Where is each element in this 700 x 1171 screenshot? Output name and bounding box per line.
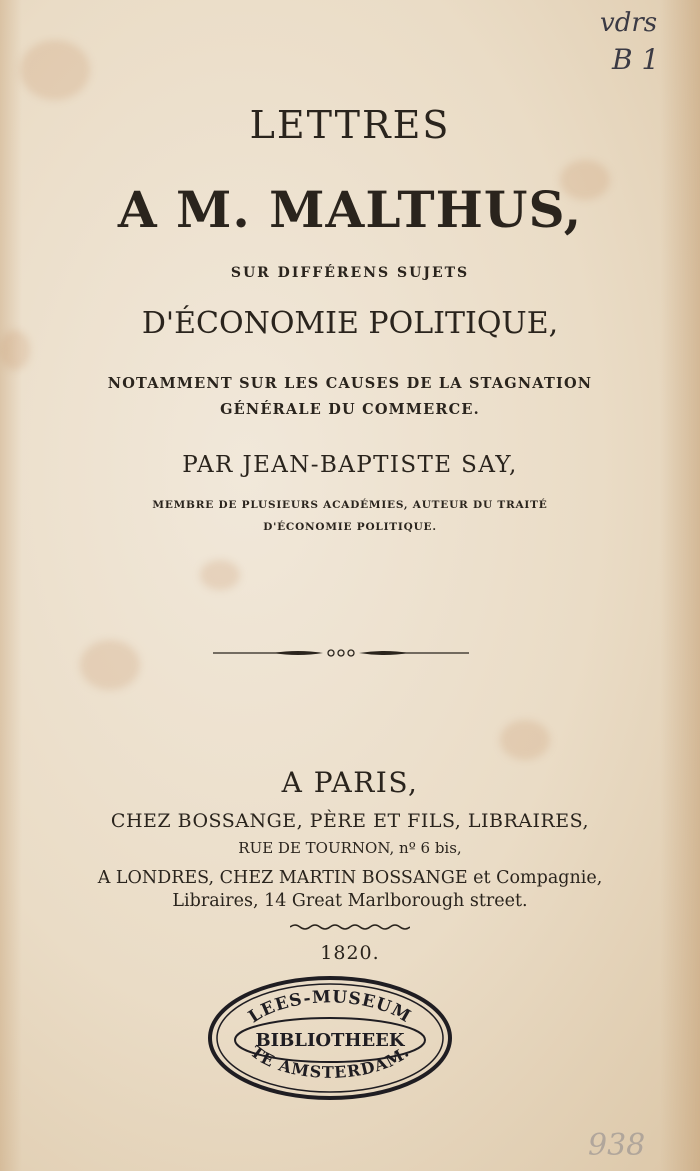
wavy-rule <box>290 922 410 932</box>
subtitle-line-2: GÉNÉRALE DU COMMERCE. <box>220 401 480 418</box>
stamp-bottom-text: TE AMSTERDAM. <box>246 1041 414 1082</box>
title-line-2: A M. MALTHUS, <box>117 180 583 239</box>
svg-text:LEES-MUSEUM <box>245 987 414 1027</box>
imprint-address: RUE DE TOURNON, nº 6 bis, <box>238 839 462 857</box>
foxing-stain <box>20 40 90 100</box>
stamp-top-text: LEES-MUSEUM <box>245 987 415 1028</box>
author-credential-2: D'ÉCONOMIE POLITIQUE. <box>263 521 437 533</box>
foxing-stain <box>80 640 140 690</box>
title-line-3: SUR DIFFÉRENS SUJETS <box>230 265 470 281</box>
foxing-stain <box>200 560 240 590</box>
page-edge-shadow <box>660 0 700 1171</box>
author-credential-1: MEMBRE DE PLUSIEURS ACADÉMIES, AUTEUR DU TRAITÉ <box>152 499 548 511</box>
title-line-1: LETTRES <box>249 103 451 147</box>
imprint-london: A LONDRES, CHEZ MARTIN BOSSANGE et Compagnie, <box>97 868 603 888</box>
library-stamp <box>205 972 455 1104</box>
handwritten-shelfmark: B 1 <box>612 43 660 76</box>
foxing-stain <box>500 720 550 760</box>
page-edge-shadow <box>0 0 22 1171</box>
imprint-year: 1820. <box>320 942 380 964</box>
pencil-number: 938 <box>588 1128 646 1163</box>
handwritten-note: vdrs <box>600 8 658 38</box>
imprint-publisher: CHEZ BOSSANGE, PÈRE ET FILS, LIBRAIRES, <box>110 810 590 832</box>
title-line-4: D'ÉCONOMIE POLITIQUE, <box>141 306 559 341</box>
imprint-london-address: Libraires, 14 Great Marlborough street. <box>172 891 528 911</box>
ornament-rule <box>213 645 469 661</box>
subtitle-line-1: NOTAMMENT SUR LES CAUSES DE LA STAGNATION <box>107 375 593 392</box>
stamp-center-text: BIBLIOTHEEK <box>255 1030 405 1051</box>
imprint-city: A PARIS, <box>281 766 419 799</box>
author-byline: PAR JEAN-BAPTISTE SAY, <box>182 452 518 478</box>
